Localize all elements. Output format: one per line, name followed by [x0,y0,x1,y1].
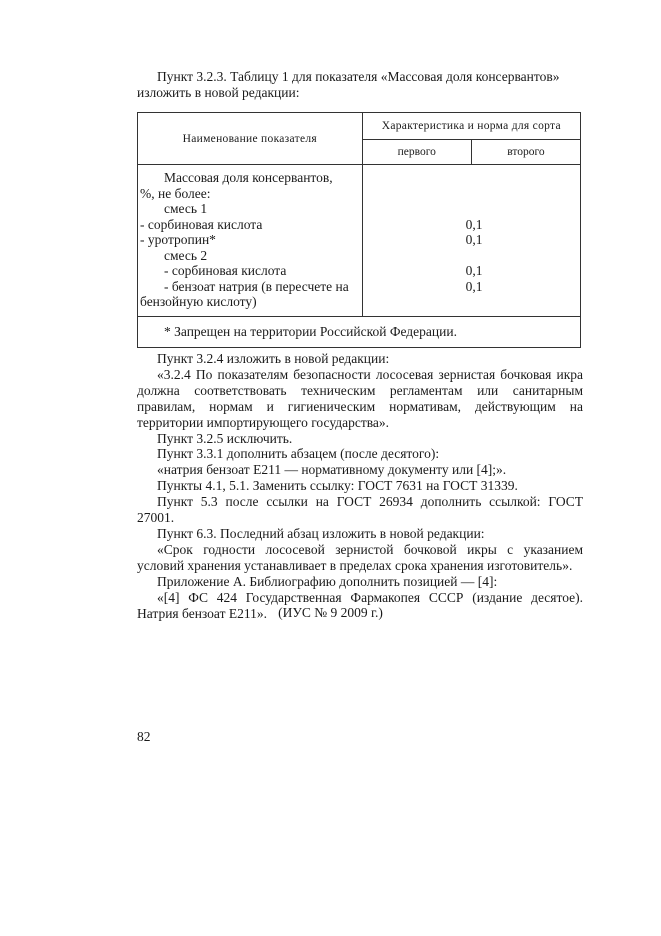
indicator-row-name: Массовая доля консервантов, [164,170,333,185]
intro-line-2: изложить в новой редакции: [137,85,300,100]
indicator-row-name: - бензоат натрия (в пересчете на [164,278,349,294]
page-number: 82 [137,729,151,744]
indicator-row-value [363,294,580,310]
indicator-row-value [363,186,580,202]
indicator-row-name: смесь 2 [164,247,208,263]
paragraph: Пункт 3.2.5 исключить. [157,430,293,446]
indicator-row-name: смесь 1 [164,201,208,216]
header-first-grade: первого [362,140,471,165]
indicator-names-cell [138,165,363,317]
paragraph: «натрия бензоат Е211 — нормативному документу или [4];». [157,462,507,478]
paragraph: Пункт 3.2.4 изложить в новой редакции: [157,351,390,366]
paragraph: Пункт 3.3.1 дополнить абзацем (после десятого): [157,446,440,462]
header-characteristic: Характеристика и норма для сорта [362,113,580,140]
indicator-row-value [363,170,580,186]
indicator-row-name: - сорбиновая кислота [140,216,263,232]
intro-paragraph [137,69,583,101]
indicator-row-value [363,201,580,217]
paragraph: Пункт 6.3. Последний абзац изложить в новой редакции: [157,525,485,541]
indicator-row-name: %, не более: [140,185,211,201]
paragraph: «3.2.4 По показателям безопасности лососевая зернистая бочковая икра должна соответствовать техническим регламентам или санитарным правилам, нормам и гигиеническим нормативам, действующим на территории импортирующего государства». [137,366,583,430]
paragraph: «[4] ФС 424 Государственная Фармакопея СССР (издание десятое). Натрия бензоат Е211». [137,589,583,621]
issue-reference: (ИУС № 9 2009 г.) [278,605,383,620]
indicator-table [137,112,581,348]
intro-line-1: Пункт 3.2.3. Таблицу 1 для показателя «Массовая доля консервантов» [157,69,560,84]
indicator-row-value [363,248,580,264]
paragraph: Приложение А. Библиографию дополнить позицией — [4]: [157,573,498,589]
indicator-row-value: 0,1 [465,232,483,247]
first-grade-values-cell [362,165,580,317]
header-indicator-name: Наименование показателя [138,113,363,165]
indicator-row-value: 0,1 [465,216,483,232]
paragraph: Пункты 4.1, 5.1. Заменить ссылку: ГОСТ 7631 на ГОСТ 31339. [157,478,518,494]
indicator-row-name: - уротропин* [140,232,216,247]
indicator-row-value: 0,1 [465,263,483,278]
indicator-row-value: 0,1 [465,278,483,294]
indicator-row-name: - сорбиновая кислота [164,263,287,278]
table-footnote: * Запрещен на территории Российской Федерации. [138,316,581,347]
header-second-grade: второго [471,140,580,165]
paragraph: Пункт 5.3 после ссылки на ГОСТ 26934 дополнить ссылкой: ГОСТ 27001. [137,494,583,526]
amendments-text [137,351,583,621]
indicator-row-name: бензойную кислоту) [140,294,257,309]
paragraph: «Срок годности лососевой зернистой бочковой икры с указанием условий хранения устанавливает в пределах срока хранения изготовитель». [137,541,583,573]
